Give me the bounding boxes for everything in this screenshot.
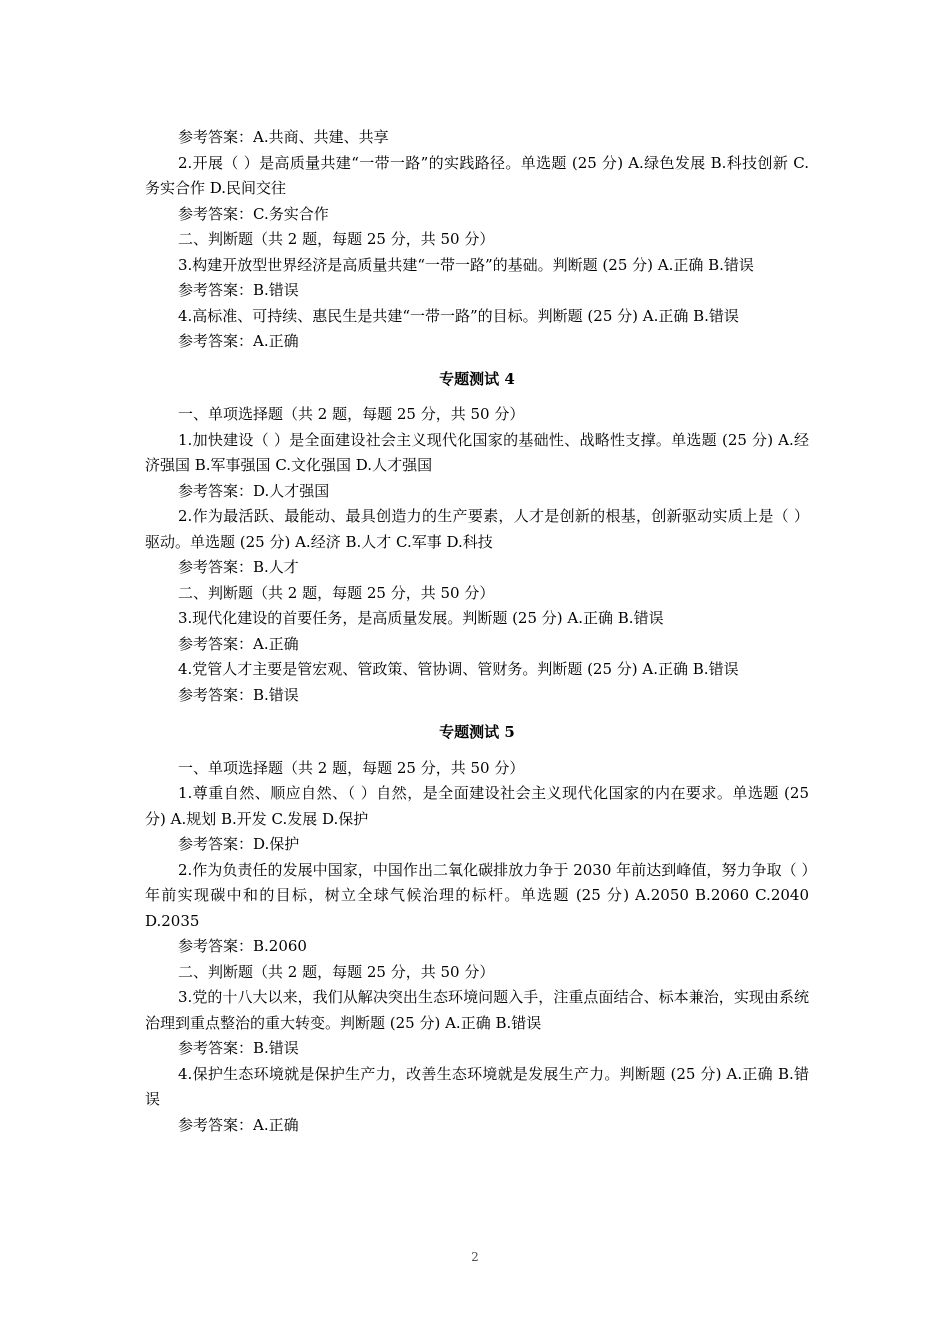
question-text: 4.党管人才主要是管宏观、管政策、管协调、管财务。判断题 (25 分) A.正确 B.错误: [178, 660, 739, 678]
question-text: 3.现代化建设的首要任务，是高质量发展。判断题 (25 分) A.正确 B.错误: [178, 609, 664, 627]
answer-line: 参考答案：A.正确: [178, 1115, 299, 1134]
answer-line: 参考答案：A.正确: [178, 332, 299, 350]
page-number: 2: [471, 1250, 479, 1264]
question-text: 2.作为最活跃、最能动、最具创造力的生产要素，人才是创新的根基，创新驱动实质上是（ ）驱动。单选题 (25 分) A.经济 B.人才 C.军事 D.科技: [145, 507, 809, 551]
answer-line: 参考答案：B.2060: [178, 937, 307, 955]
question-text: 4.保护生态环境就是保护生产力，改善生态环境就是发展生产力。判断题 (25 分) A.正确 B.错误: [145, 1064, 809, 1108]
document-body: [145, 125, 809, 1138]
question-text: 3.党的十八大以来，我们从解决突出生态环境问题入手，注重点面结合、标本兼治，实现由系统治理到重点整治的重大转变。判断题 (25 分) A.正确 B.错误: [145, 988, 809, 1032]
section-label: 二、判断题（共 2 题，每题 25 分，共 50 分）: [178, 962, 495, 981]
answer-line: 参考答案：A.共商、共建、共享: [178, 128, 389, 146]
answer-line: 参考答案：B.人才: [178, 558, 299, 576]
question-text: 3.构建开放型世界经济是高质量共建“一带一路”的基础。判断题 (25 分) A.正确 B.错误: [178, 255, 754, 274]
answer-line: 参考答案：D.人才强国: [178, 481, 330, 500]
question-text: 2.开展（ ）是高质量共建“一带一路”的实践路径。单选题 (25 分) A.绿色发展 B.科技创新 C.务实合作 D.民间交往: [145, 153, 809, 197]
answer-line: 参考答案：B.错误: [178, 281, 299, 299]
question-text: 4.高标准、可持续、惠民生是共建“一带一路”的目标。判断题 (25 分) A.正确 B.错误: [178, 306, 739, 325]
section-heading: 专题测试 5: [439, 723, 515, 741]
answer-line: 参考答案：B.错误: [178, 685, 299, 704]
section-label: 二、判断题（共 2 题，每题 25 分，共 50 分）: [178, 230, 495, 248]
question-text: 1.加快建设（ ）是全面建设社会主义现代化国家的基础性、战略性支撑。单选题 (25 分) A.经济强国 B.军事强国 C.文化强国 D.人才强国: [145, 430, 809, 474]
section-label: 一、单项选择题（共 2 题，每题 25 分，共 50 分）: [178, 758, 525, 777]
answer-line: 参考答案：B.错误: [178, 1039, 299, 1057]
answer-line: 参考答案：D.保护: [178, 835, 300, 853]
question-text: 2.作为负责任的发展中国家，中国作出二氧化碳排放力争于 2030 年前达到峰值，努力争取（ ）年前实现碳中和的目标，树立全球气候治理的标杆。单选题 (25 分) A.2050 B.2060 C.2040 D.2035: [145, 860, 809, 930]
section-heading: 专题测试 4: [439, 369, 515, 388]
answer-line: 参考答案：C.务实合作: [178, 204, 329, 223]
answer-line: 参考答案：A.正确: [178, 634, 299, 653]
question-text: 1.尊重自然、顺应自然、（ ）自然，是全面建设社会主义现代化国家的内在要求。单选题 (25 分) A.规划 B.开发 C.发展 D.保护: [145, 784, 809, 828]
section-label: 一、单项选择题（共 2 题，每题 25 分，共 50 分）: [178, 405, 525, 423]
section-label: 二、判断题（共 2 题，每题 25 分，共 50 分）: [178, 583, 495, 602]
